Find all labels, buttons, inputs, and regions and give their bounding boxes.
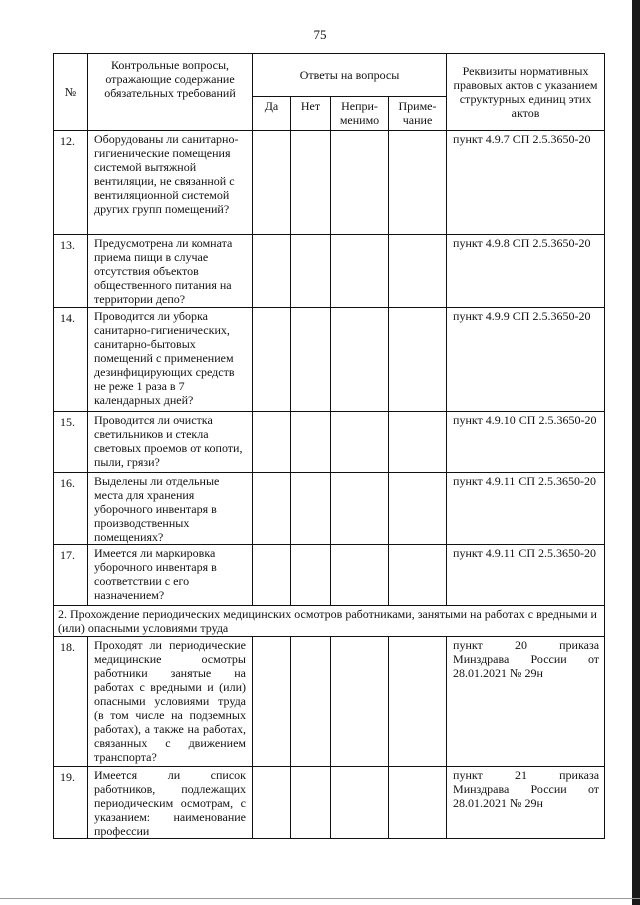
header-answers: Ответы на вопросы <box>253 54 447 97</box>
answer-not-applicable-cell[interactable] <box>331 473 389 545</box>
section-row <box>54 606 605 637</box>
row-requisite: пункт 4.9.11 СП 2.5.3650-20 <box>447 545 605 606</box>
answer-no-cell[interactable] <box>291 131 331 235</box>
row-requisite: пункт 4.9.11 СП 2.5.3650-20 <box>447 473 605 545</box>
answer-note-cell[interactable] <box>389 131 447 235</box>
answer-note-cell[interactable] <box>389 473 447 545</box>
table-row <box>54 131 605 235</box>
row-number: 14. <box>54 308 88 412</box>
table-row <box>54 545 605 606</box>
table-row <box>54 412 605 473</box>
table-row <box>54 767 605 839</box>
answer-no-cell[interactable] <box>291 473 331 545</box>
answer-not-applicable-cell[interactable] <box>331 235 389 308</box>
row-number: 12. <box>54 131 88 235</box>
answer-note-cell[interactable] <box>389 412 447 473</box>
row-question: Проводится ли очистка светильников и стекла световых проемов от копоти, пыли, грязи? <box>88 412 253 473</box>
header-question: Контрольные вопросы, отражающие содержание обязательных требований <box>88 54 253 131</box>
row-question: Имеется ли список работников, подлежащих периодическим осмотрам, с указанием: наименование профессии <box>88 767 253 839</box>
row-question: Выделены ли отдельные места для хранения уборочного инвентаря в производственных помещениях? <box>88 473 253 545</box>
answer-no-cell[interactable] <box>291 308 331 412</box>
answer-no-cell[interactable] <box>291 412 331 473</box>
row-requisite: пункт 4.9.8 СП 2.5.3650-20 <box>447 235 605 308</box>
answer-no-cell[interactable] <box>291 545 331 606</box>
row-number: 13. <box>54 235 88 308</box>
header-row <box>54 54 605 97</box>
scan-bottom-line <box>0 898 640 899</box>
header-no: Нет <box>291 97 331 131</box>
row-requisite: пункт 4.9.9 СП 2.5.3650-20 <box>447 308 605 412</box>
row-number: 17. <box>54 545 88 606</box>
row-number: 19. <box>54 767 88 839</box>
answer-yes-cell[interactable] <box>253 308 291 412</box>
row-question: Оборудованы ли санитарно-гигиенические помещения системой вытяжной вентиляции, не связанной с вентиляционной системой других групп помещений? <box>88 131 253 235</box>
row-number: 16. <box>54 473 88 545</box>
answer-yes-cell[interactable] <box>253 473 291 545</box>
scan-edge-shadow <box>632 0 640 905</box>
answer-not-applicable-cell[interactable] <box>331 308 389 412</box>
answer-yes-cell[interactable] <box>253 131 291 235</box>
row-requisite: пункт 20 приказа Минздрава России от 28.01.2021 № 29н <box>447 637 605 767</box>
row-question: Имеется ли маркировка уборочного инвентаря в соответствии с его назначением? <box>88 545 253 606</box>
answer-yes-cell[interactable] <box>253 235 291 308</box>
answer-note-cell[interactable] <box>389 308 447 412</box>
section-title: 2. Прохождение периодических медицинских осмотров работниками, занятыми на работах с вредными и (или) опасными условиями труда <box>54 606 605 637</box>
answer-not-applicable-cell[interactable] <box>331 131 389 235</box>
row-requisite: пункт 21 приказа Минздрава России от 28.01.2021 № 29н <box>447 767 605 839</box>
answer-yes-cell[interactable] <box>253 412 291 473</box>
table-row <box>54 235 605 308</box>
answer-note-cell[interactable] <box>389 767 447 839</box>
header-note: Приме- чание <box>389 97 447 131</box>
answer-not-applicable-cell[interactable] <box>331 767 389 839</box>
answer-note-cell[interactable] <box>389 545 447 606</box>
row-number: 15. <box>54 412 88 473</box>
answer-yes-cell[interactable] <box>253 767 291 839</box>
answer-no-cell[interactable] <box>291 235 331 308</box>
row-question: Проводится ли уборка санитарно-гигиенических, санитарно-бытовых помещений с применением дезинфицирующих средств не реже 1 раза в 7 календарных дней? <box>88 308 253 412</box>
answer-note-cell[interactable] <box>389 235 447 308</box>
page-number: 75 <box>313 27 327 42</box>
header-yes: Да <box>253 97 291 131</box>
answer-yes-cell[interactable] <box>253 545 291 606</box>
table-row <box>54 473 605 545</box>
answer-not-applicable-cell[interactable] <box>331 545 389 606</box>
header-not-applicable: Непри- менимо <box>331 97 389 131</box>
answer-not-applicable-cell[interactable] <box>331 412 389 473</box>
row-requisite: пункт 4.9.7 СП 2.5.3650-20 <box>447 131 605 235</box>
checklist-table <box>53 53 605 839</box>
answer-not-applicable-cell[interactable] <box>331 637 389 767</box>
row-question: Предусмотрена ли комната приема пищи в случае отсутствия объектов общественного питания на территории депо? <box>88 235 253 308</box>
answer-no-cell[interactable] <box>291 767 331 839</box>
row-requisite: пункт 4.9.10 СП 2.5.3650-20 <box>447 412 605 473</box>
header-num: № <box>54 54 88 131</box>
row-number: 18. <box>54 637 88 767</box>
row-question: Проходят ли периодические медицинские осмотры работники занятые на работах с вредными и (или) опасными условиями труда (в том числе на подземных работах), а также на работах, связанных с движением транспорта? <box>88 637 253 767</box>
answer-note-cell[interactable] <box>389 637 447 767</box>
answer-no-cell[interactable] <box>291 637 331 767</box>
table-row <box>54 637 605 767</box>
table-row <box>54 308 605 412</box>
answer-yes-cell[interactable] <box>253 637 291 767</box>
header-requisites: Реквизиты нормативных правовых актов с указанием структурных единиц этих актов <box>447 54 605 131</box>
